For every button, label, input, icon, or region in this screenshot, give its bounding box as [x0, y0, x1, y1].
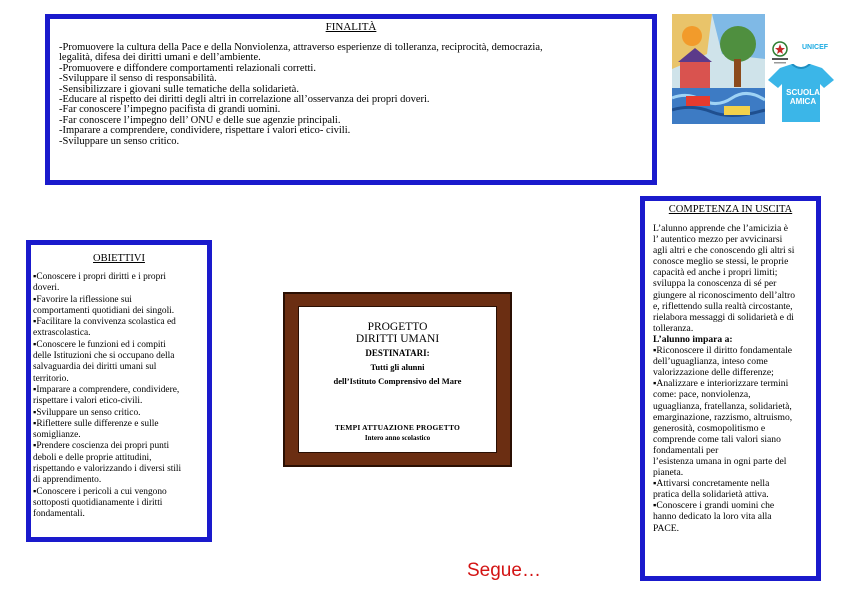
competenza-line: ▪Analizzare e interiorizzare termini: [653, 378, 789, 390]
finalita-line: -Imparare a comprendere, condividere, rispettare i valori etico- civili.: [59, 125, 351, 137]
competenza-line: tolleranza.: [653, 322, 694, 334]
obiettivi-line: salvaguardia dei diritti umani sul: [33, 362, 157, 373]
obiettivi-line: territorio.: [33, 373, 69, 384]
segue-link[interactable]: Segue…: [467, 560, 541, 581]
competenza-line: come: pace, nonviolenza,: [653, 389, 751, 401]
tempi-label: TEMPI ATTUAZIONE PROGETTO: [334, 423, 461, 432]
competenza-line: emarginazione, razzismo, altruismo,: [653, 411, 793, 423]
finalita-title: FINALITÀ: [325, 21, 377, 33]
competenza-line: conosce meglio se stessi, le proprie: [653, 256, 789, 268]
finalita-list: [59, 43, 622, 147]
finalita-line: -Far conoscere l’impegno dell’ ONU e delle sue agenzie principali.: [59, 114, 341, 126]
obiettivi-line: rispettando e valorizzando i diversi stili: [33, 464, 182, 475]
competenza-line: PACE.: [653, 522, 680, 534]
obiettivi-line: ▪Sviluppare un senso critico.: [33, 407, 141, 418]
obiettivi-line: ▪Imparare a comprendere, condividere,: [33, 384, 180, 395]
obiettivi-line: ▪Favorire la riflessione sui: [33, 294, 132, 305]
competenza-line: l’esistenza umana in ogni parte del: [653, 455, 787, 467]
progetto-frame: [283, 292, 512, 467]
obiettivi-line: sottoposti quotidianamente i diritti: [33, 497, 163, 508]
competenza-line: giungere al riconoscimento dell’altro: [653, 289, 795, 301]
competenza-line: ▪Riconoscere il diritto fondamentale: [653, 345, 793, 357]
unicef-logo: [802, 44, 828, 51]
obiettivi-line: doveri.: [33, 283, 60, 294]
finalita-line: -Promuovere la cultura della Pace e della Nonviolenza, attraverso esperienze di tolleranza, reciprocità, democrazia,: [59, 42, 543, 53]
competenza-line: valorizzazione delle differenze;: [653, 367, 774, 379]
competenza-line: L’alunno apprende che l’amicizia è: [653, 223, 788, 234]
obiettivi-line: ▪Prendere coscienza dei propri punti: [33, 441, 170, 452]
competenza-line: uguaglianza, fratellanza, solidarietà,: [653, 400, 792, 412]
competenza-line: sviluppa la conoscenza di sé per: [653, 278, 777, 290]
finalita-line: -Sviluppare il senso di responsabilità.: [59, 73, 217, 85]
obiettivi-line: rispettare i valori etico-civili.: [33, 396, 143, 407]
obiettivi-line: ▪Facilitare la convivenza scolastica ed: [33, 317, 176, 328]
obiettivi-line: fondamentali.: [33, 509, 85, 520]
finalita-line: -Sensibilizzare i giovani sulle tematiche della solidarietà.: [59, 83, 299, 95]
competenza-line: rielabora messaggi di solidarietà e di: [653, 311, 794, 323]
obiettivi-title: OBIETTIVI: [93, 253, 145, 264]
competenza-line: capacità ed anche i propri limiti;: [653, 267, 778, 279]
obiettivi-line: delle Istituzioni che si occupano della: [33, 351, 175, 362]
competenza-title: COMPETENZA IN USCITA: [668, 204, 793, 215]
obiettivi-box: [26, 240, 212, 542]
finalita-line: -Educare al rispetto dei diritti degli altri in correlazione all’osservanza dei propri doveri.: [59, 94, 430, 106]
tshirt-text: SCUOLA AMICA: [786, 88, 820, 106]
competenza-line: ▪Attivarsi concretamente nella: [653, 478, 770, 490]
obiettivi-line: somiglianze.: [33, 430, 81, 441]
competenza-line: pratica della solidarietà attiva.: [653, 489, 769, 501]
competenza-line: pianeta.: [653, 467, 684, 479]
logos-area: [762, 38, 837, 128]
obiettivi-line: ▪Conoscere le funzioni ed i compiti: [33, 339, 166, 350]
competenza-line: fondamentali per: [653, 444, 719, 456]
competenza-line: e, riflettendo sulla realtà circostante,: [653, 300, 793, 312]
obiettivi-line: extrascolastica.: [33, 328, 91, 339]
competenza-line: hanno dedicato la loro vita alla: [653, 511, 772, 523]
unicef-logo-text: UNICEF: [802, 44, 829, 51]
competenza-line: agli altri e che conoscendo gli altri si: [653, 245, 795, 257]
destinatari-label: DESTINATARI:: [365, 348, 430, 358]
competenza-box: [640, 196, 821, 581]
competenza-text: [653, 223, 814, 534]
children-drawing-image: [672, 14, 765, 124]
destinatari-value: Tutti gli alunni: [370, 362, 425, 372]
finalita-line: -Far conoscere l’impegno pacifista di grandi uomini.: [59, 104, 281, 116]
competenza-line: generosità, cosmopolitismo e: [653, 422, 766, 434]
obiettivi-text: [33, 272, 205, 521]
finalita-box: [45, 14, 657, 185]
obiettivi-line: deboli e delle proprie attitudini,: [33, 452, 152, 463]
competenza-line: comprende come tali valori siano: [653, 433, 781, 445]
obiettivi-line: ▪Conoscere i pericoli a cui vengono: [33, 486, 167, 497]
progetto-title: [299, 321, 496, 345]
competenza-line: dell’uguaglianza, inteso come: [653, 356, 768, 368]
obiettivi-line: di apprendimento.: [33, 475, 102, 486]
competenza-line: l’ autentico mezzo per avvicinarsi: [653, 234, 783, 246]
obiettivi-line: ▪Riflettere sulle differenze e sulle: [33, 418, 159, 429]
progetto-panel: [298, 306, 497, 453]
obiettivi-line: comportamenti quotidiani dei singoli.: [33, 305, 175, 316]
istituto-text: dell’Istituto Comprensivo del Mare: [333, 376, 462, 386]
progetto-title-line2: DIRITTI UMANI: [355, 333, 440, 345]
imparo-label: L’alunno impara a:: [653, 333, 733, 345]
finalita-line: -Sviluppare un senso critico.: [59, 135, 180, 147]
obiettivi-line: ▪Conoscere i propri diritti e i propri: [33, 272, 166, 282]
finalita-line: -Promuovere e diffondere comportamenti relazionali corretti.: [59, 62, 316, 74]
tempi-value: Intero anno scolastico: [364, 434, 431, 442]
competenza-line: ▪Conoscere i grandi uomini che: [653, 500, 775, 512]
finalita-line: legalità, difesa dei diritti umani e dell’ambiente.: [59, 52, 261, 64]
progetto-title-line1: PROGETTO: [367, 321, 428, 333]
